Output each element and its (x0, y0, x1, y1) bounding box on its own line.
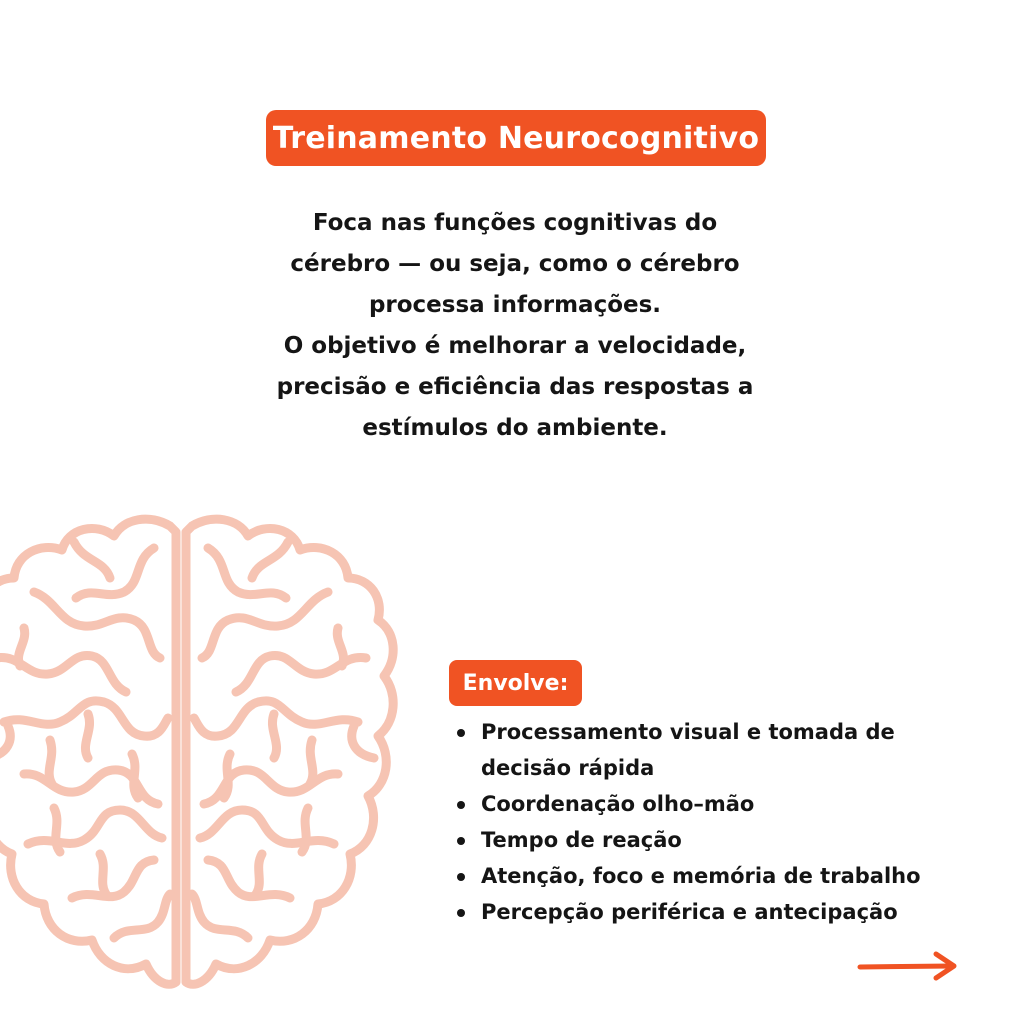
envolve-badge (449, 660, 582, 706)
bullet-icon (457, 909, 465, 917)
list-item-text (481, 822, 972, 858)
list-item (452, 786, 972, 822)
list-item-line: decisão rápida (481, 756, 655, 780)
list-item-line: Atenção, foco e memória de trabalho (481, 864, 921, 888)
description-line: cérebro — ou seja, como o cérebro (290, 251, 740, 277)
description-line: precisão e eficiência das respostas a (276, 374, 754, 400)
bullet-icon (457, 873, 465, 881)
list-item-text (481, 894, 972, 930)
description (232, 203, 798, 449)
envolve-label: Envolve: (462, 670, 569, 696)
brain-icon (0, 508, 400, 1024)
list-item (452, 822, 972, 858)
description-line: O objetivo é melhorar a velocidade, (283, 333, 747, 359)
list-item-line: Percepção periférica e antecipação (481, 900, 898, 924)
bullet-icon (457, 729, 465, 737)
title-badge (266, 110, 766, 166)
list-item-text (481, 786, 972, 822)
list-item (452, 714, 972, 786)
description-line: Foca nas funções cognitivas do (312, 210, 718, 236)
list-item-text (481, 714, 972, 786)
bullet-icon (457, 837, 465, 845)
description-line: estímulos do ambiente. (362, 415, 668, 441)
description-line: processa informações. (368, 292, 662, 318)
bullet-icon (457, 801, 465, 809)
page-title: Treinamento Neurocognitivo (272, 120, 760, 156)
list-item-line: Tempo de reação (481, 828, 682, 852)
list-item-text (481, 858, 972, 894)
topics-list (452, 714, 972, 930)
arrow-right-icon[interactable] (856, 950, 960, 984)
list-item-line: Coordenação olho–mão (481, 792, 755, 816)
list-item (452, 858, 972, 894)
list-item (452, 894, 972, 930)
list-item-line: Processamento visual e tomada de (481, 720, 895, 744)
